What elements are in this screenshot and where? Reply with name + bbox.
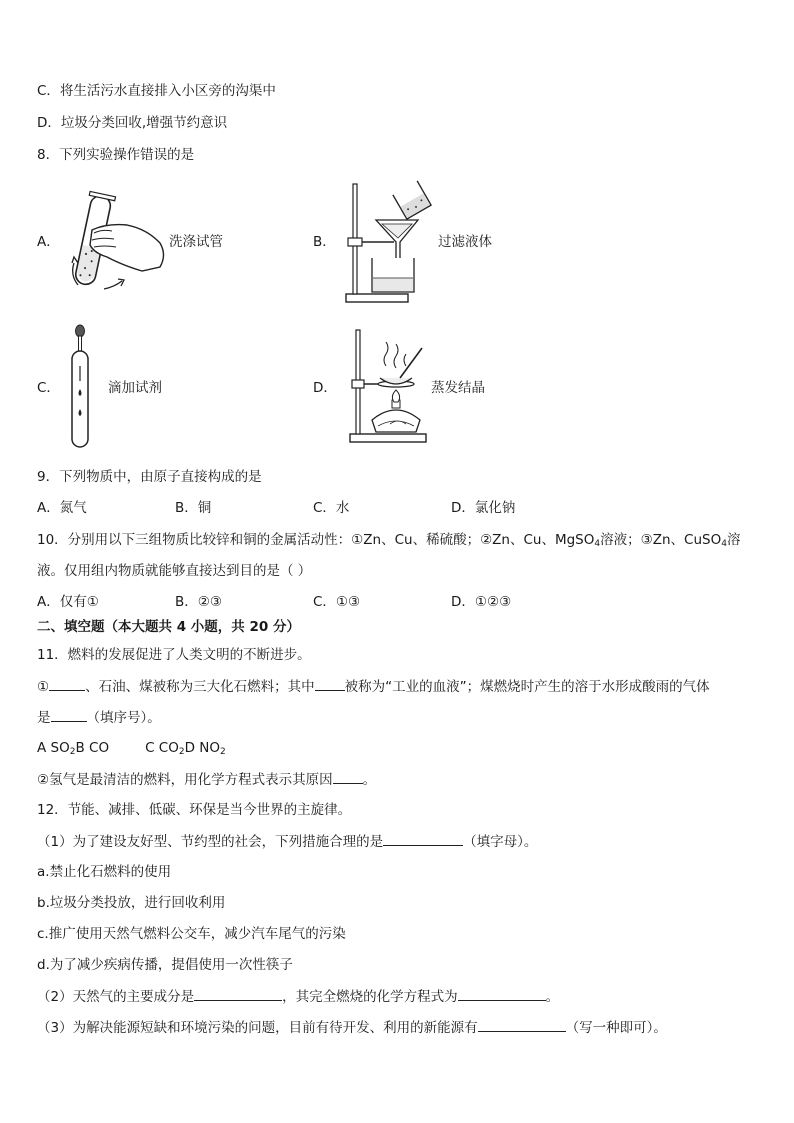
q11-line2: 是 （填序号）。 bbox=[37, 707, 161, 728]
q8-option-a-label: 洗涤试管 bbox=[169, 234, 223, 250]
q10-stem-line2: 液。仅用组内物质就能够直接达到目的是（ ） bbox=[37, 563, 312, 579]
q10-option-c: C．①③ bbox=[313, 594, 361, 610]
q12-part3: （3）为解决能源短缺和环境污染的问题，目前有待开发、利用的新能源有 （写一种即可）。 bbox=[37, 1017, 667, 1038]
q10-option-b: B．②③ bbox=[175, 594, 222, 610]
q12-part2: （2）天然气的主要成分是 ，其完全燃烧的化学方程式为 。 bbox=[37, 986, 559, 1007]
q12-blank-3[interactable] bbox=[458, 986, 546, 1001]
q11-blank-1[interactable] bbox=[49, 676, 85, 691]
q12-part1: （1）为了建设友好型、节约型的社会，下列措施合理的是 （填字母）。 bbox=[37, 831, 537, 852]
q11-blank-3[interactable] bbox=[51, 707, 87, 722]
q8-option-d-label: 蒸发结晶 bbox=[431, 380, 485, 396]
q8-stem: 8．下列实验操作错误的是 bbox=[37, 147, 195, 163]
q9-option-a: A．氮气 bbox=[37, 500, 87, 516]
q11-line1: ① 、石油、煤被称为三大化石燃料；其中 被称为“工业的血液”；煤燃烧时产生的溶于水形成酸雨的气体 bbox=[37, 676, 710, 697]
q9-option-c: C．水 bbox=[313, 500, 350, 516]
q7-option-d: D．垃圾分类回收,增强节约意识 bbox=[37, 115, 228, 131]
q11-blank-2[interactable] bbox=[315, 676, 345, 691]
q9-option-d: D．氯化钠 bbox=[451, 500, 516, 516]
q12-choice-b: b.垃圾分类投放，进行回收利用 bbox=[37, 895, 226, 911]
q12-choice-d: d.为了减少疾病传播，提倡使用一次性筷子 bbox=[37, 957, 293, 973]
q11-stem: 11．燃料的发展促进了人类文明的不断进步。 bbox=[37, 647, 311, 663]
q8-option-c-letter: C． bbox=[37, 380, 60, 396]
q8-option-b-letter: B． bbox=[313, 234, 336, 250]
q9-stem: 9．下列物质中，由原子直接构成的是 bbox=[37, 469, 262, 485]
q8-option-d-letter: D． bbox=[313, 380, 337, 396]
q10-option-d: D．①②③ bbox=[451, 594, 512, 610]
q11-gas-options: A $SO_2B$ CO C $CO_2D$ $NO_2$ bbox=[37, 740, 226, 757]
q10-option-a: A．仅有① bbox=[37, 594, 99, 610]
q12-choice-a: a.禁止化石燃料的使用 bbox=[37, 864, 172, 880]
q11-blank-4[interactable] bbox=[333, 769, 363, 784]
q12-stem: 12．节能、减排、低碳、环保是当今世界的主旋律。 bbox=[37, 802, 352, 818]
dropper-test-tube-figure bbox=[66, 323, 96, 451]
q10-stem-line1: 10．分别用以下三组物质比较锌和铜的金属活动性：①Zn、Cu、稀硫酸；②Zn、Cu、MgSO$_4$溶液；③Zn、CuSO$_4$溶 bbox=[37, 532, 741, 549]
q11-line4: ②氢气是最清洁的燃料，用化学方程式表示其原因 。 bbox=[37, 769, 376, 790]
q12-choice-c: c.推广使用天然气燃料公交车，减少汽车尾气的污染 bbox=[37, 926, 346, 942]
q12-blank-4[interactable] bbox=[478, 1017, 566, 1032]
section-title: 二、填空题（本大题共 4 小题，共 20 分） bbox=[37, 619, 300, 635]
evaporation-apparatus-figure bbox=[346, 326, 432, 446]
q8-option-a-letter: A． bbox=[37, 234, 60, 250]
filtration-apparatus-figure bbox=[342, 180, 432, 306]
test-tube-washing-figure bbox=[52, 185, 172, 300]
q12-blank-2[interactable] bbox=[194, 986, 282, 1001]
q8-option-b-label: 过滤液体 bbox=[438, 234, 492, 250]
q7-option-c: C．将生活污水直接排入小区旁的沟渠中 bbox=[37, 83, 276, 99]
q12-blank-1[interactable] bbox=[383, 831, 463, 846]
q8-option-c-label: 滴加试剂 bbox=[108, 380, 162, 396]
q9-option-b: B．铜 bbox=[175, 500, 212, 516]
